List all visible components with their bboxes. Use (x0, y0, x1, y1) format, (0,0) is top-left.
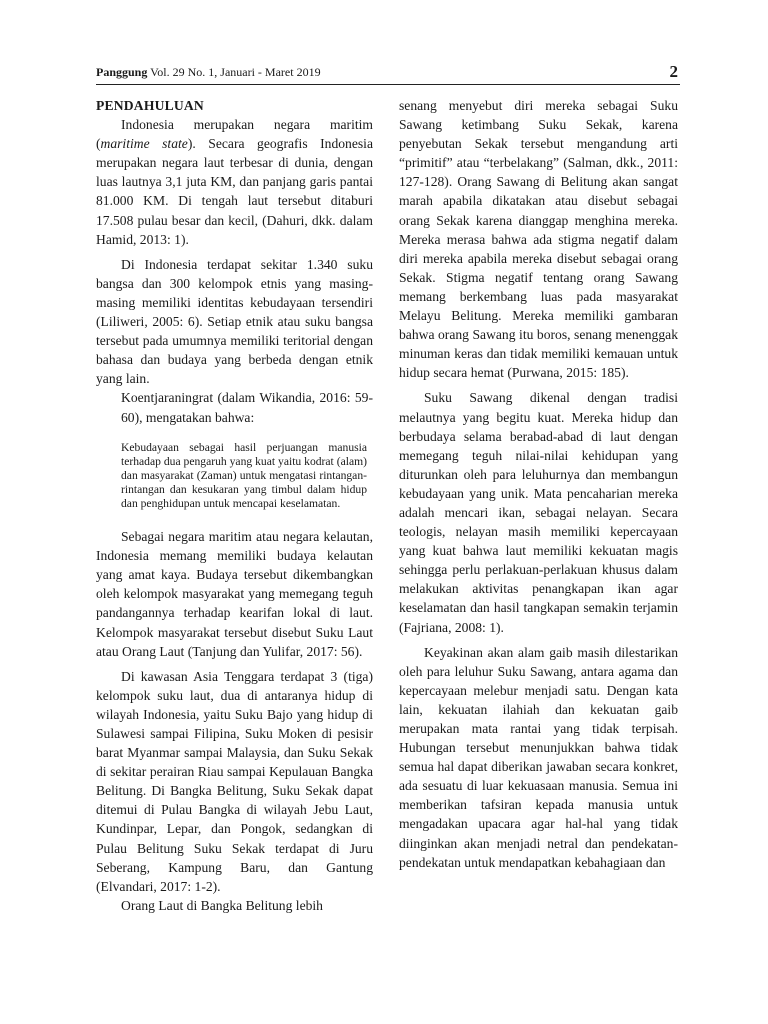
paragraph-3: Koentjaraningrat (dalam Wikandia, 2016: 59-60), mengatakan bahwa: (121, 390, 373, 425)
paragraph-1-text-b: ). Secara geografis Indonesia merupakan negara laut terbesar di dunia, dengan luas lautnya 3,1 juta KM, dan panjang garis pantai 81.000 KM. Di tengah laut tersebut ditaburi 17.508 pulau besar dan kecil, (Dahuri, dkk. dalam Hamid, 2013: 1). (96, 136, 373, 247)
paragraph-5: Di kawasan Asia Tenggara terdapat 3 (tiga) kelompok suku laut, dua di antaranya hidup di wilayah Indonesia, yaitu Suku Bajo yang hidup di Sulawesi sampai Filipina, Suku Moken di pesisir barat Myanmar sampai Malaysia, dan Suku Sekak di sekitar perairan Riau sampai Kepulauan Bangka Belitung. Di Bangka Belitung, Suku Sekak dapat ditemui di Pulau Bangka di wilayah Jebu Laut, Kundinpar, Lepar, dan Pongok, sedangkan di Pulau Belitung Suku Sekak terdapat di Juru Seberang, Kampung Baru, dan Gantung (Elvandari, 2017: 1-2). (96, 668, 373, 894)
left-column (96, 96, 373, 915)
paragraph-6: Orang Laut di Bangka Belitung lebih (121, 897, 323, 913)
section-heading: PENDAHULUAN (96, 98, 204, 113)
journal-issue: Vol. 29 No. 1, Januari - Maret 2019 (150, 65, 321, 79)
paragraph-2: Di Indonesia terdapat sekitar 1.340 suku bangsa dan 300 kelompok etnis yang masing-masing memiliki identitas kebudayaan tersendiri (Liliweri, 2005: 6). Setiap etnik atau suku bangsa tersebut pada umumnya memiliki teritorial dengan bahasa dan budaya yang berbeda dengan etnik yang lain. (96, 256, 373, 387)
paragraph-1-text-a: Indonesia merupakan negara maritim ( (96, 117, 373, 152)
paragraph-1-italic-term: maritime state (100, 136, 188, 152)
journal-name: Panggung (96, 65, 148, 79)
paragraph-8: Suku Sawang dikenal dengan tradisi melautnya yang begitu kuat. Mereka hidup dan berbudaya selama berabad-abad di laut dengan memegang teguh nilai-nilai kehidupan yang diturunkan oleh para leluhurnya dan membangun kebudayaan yang unik. Mata pencaharian mereka adalah mencari ikan, sebagai nelayan. Secara teologis, nelayan masih memiliki kepercayaan yang kuat bahwa laut memiliki kekuatan magis sehingga perlu perlakuan-perlakuan khusus dalam melakukan aktivitas penangkapan ikan agar keselamatan dan hasil tangkapan semakin terjamin (Fajriana, 2008: 1). (399, 390, 678, 635)
right-column (399, 96, 678, 872)
page-number: 2 (669, 62, 678, 81)
block-quote: Kebudayaan sebagai hasil perjuangan manusia terhadap dua pengaruh yang kuat yaitu kodrat (alam) dan masyarakat (Zaman) untuk mengatasi rintangan-rintangan dan kesukaran yang timbul dalam hidup dan penghidupan untuk mencapai keselamatan. (121, 440, 367, 510)
paragraph-7: senang menyebut diri mereka sebagai Suku Sawang ketimbang Suku Sekak, karena penyebutan Sekak tersebut mengandung arti “primitif” atau “terbelakang” (Salman, dkk., 2011: 127-128). Orang Sawang di Belitung akan sangat marah apabila dikatakan atau disebut sebagai orang Sekak karena dianggap menghina mereka. Mereka merasa bahwa ada stigma negatif dalam diri mereka apabila mereka disebut sebagai orang Sekak. Stigma negatif tentang orang Sawang memang berkembang luas pada masyarakat Melayu Belitung. Mereka memiliki gambaran bahwa orang Sawang itu boros, senang menenggak minuman keras dan tidak memiliki kemauan untuk hidup secara hemat (Purwana, 2015: 185). (399, 98, 678, 381)
paragraph-4: Sebagai negara maritim atau negara kelautan, Indonesia memang memiliki budaya kelautan yang amat kaya. Budaya tersebut dikembangkan oleh kelompok masyarakat yang memegang teguh pandangannya terhadap kearifan lokal di laut. Kelompok masyarakat tersebut disebut Suku Laut atau Orang Laut (Tanjung dan Yulifar, 2017: 56). (96, 529, 373, 659)
paragraph-9: Keyakinan akan alam gaib masih dilestarikan oleh para leluhur Suku Sawang, antara agama dan kepercayaan melebur menjadi satu. Dengan kata lain, kekuatan ilahiah dan kekuatan gaib merupakan mata rantai yang tidak terpisah. Hubungan tersebut menunjukkan bahwa tidak semua hal dapat diberikan jawaban secara konkret, ada sesuatu di luar kekuasaan manusia. Semua ini memberikan tafsiran kepada manusia untuk mengadakan upacara agar hal-hal yang tidak diinginkan akan menjadi netral dan pendekatan-pendekatan untuk mendapatkan kebahagiaan dan (399, 644, 678, 870)
paragraph-1 (96, 115, 373, 249)
journal-citation (96, 65, 321, 80)
running-header (96, 62, 680, 85)
